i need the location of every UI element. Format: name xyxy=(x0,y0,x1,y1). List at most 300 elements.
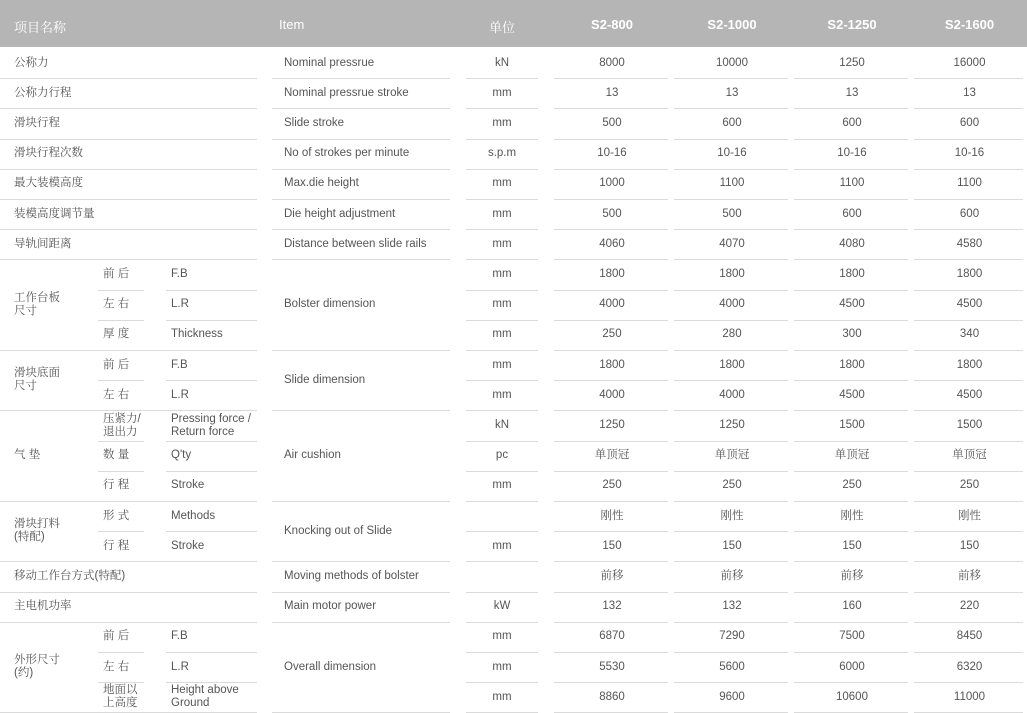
row-divider xyxy=(914,622,1023,623)
row-divider xyxy=(166,471,257,472)
row-divider xyxy=(794,350,908,351)
spec-group-sub-value: 1800 xyxy=(719,268,745,280)
spec-group-sub-en: F.B xyxy=(171,268,188,280)
row-divider xyxy=(272,592,450,593)
spec-row-unit: mm xyxy=(492,207,512,220)
row-divider xyxy=(272,410,450,411)
row-divider xyxy=(272,78,450,79)
spec-group-sub-value: 单顶冠 xyxy=(834,449,870,462)
row-divider xyxy=(554,229,668,230)
row-divider xyxy=(554,78,668,79)
row-divider xyxy=(914,320,1023,321)
spec-group-overall-sub-value: 7500 xyxy=(839,630,865,643)
spec-group-overall-sub-cn: 地面以 上高度 xyxy=(103,684,138,710)
row-divider xyxy=(554,320,668,321)
spec-row-value: 600 xyxy=(842,207,862,220)
row-divider xyxy=(0,229,257,230)
row-divider xyxy=(914,199,1023,200)
spec-group-overall-sub-value: 5530 xyxy=(599,660,625,673)
header-name-cn: 项目名称 xyxy=(14,20,67,35)
spec-row-value: 13 xyxy=(845,86,859,99)
spec-group-sub-value: 280 xyxy=(722,328,742,341)
spec-group-sub-value: 刚性 xyxy=(600,509,624,522)
spec-row-value: 600 xyxy=(842,117,862,129)
row-divider xyxy=(98,320,144,321)
row-divider xyxy=(674,169,788,170)
spec-row-label-cn: 最大装模高度 xyxy=(14,177,83,190)
spec-row-value: 前移 xyxy=(720,570,744,582)
row-divider xyxy=(674,410,788,411)
spec-group-overall-sub-value: 5600 xyxy=(719,660,745,673)
spec-group-sub-value: 单顶冠 xyxy=(714,449,750,462)
spec-group-overall-sub-en: F.B xyxy=(171,630,188,643)
spec-group-sub-unit: mm xyxy=(492,328,512,341)
row-divider xyxy=(674,320,788,321)
spec-row-label-en: No of strokes per minute xyxy=(284,147,410,160)
row-divider xyxy=(914,501,1023,502)
row-divider xyxy=(674,501,788,502)
row-divider xyxy=(0,108,257,109)
spec-group-sub-value: 1800 xyxy=(839,358,865,371)
spec-group-sub-cn: 压紧力/ 退出力 xyxy=(103,412,141,438)
row-divider xyxy=(914,259,1023,260)
spec-group-sub-value: 4000 xyxy=(599,298,625,311)
row-divider xyxy=(914,229,1023,230)
row-divider xyxy=(272,622,450,623)
spec-row-value: 4580 xyxy=(956,237,983,250)
row-divider xyxy=(794,561,908,562)
spec-group-sub-unit: kN xyxy=(494,419,510,431)
row-divider xyxy=(554,410,668,411)
spec-row-value: 前移 xyxy=(840,570,864,582)
row-divider xyxy=(794,320,908,321)
spec-group-sub-cn: 左 右 xyxy=(103,298,130,311)
row-divider xyxy=(272,139,450,140)
row-divider xyxy=(674,682,788,683)
spec-group-label-cn: 气 垫 xyxy=(14,449,41,462)
spec-group-sub-value: 300 xyxy=(842,328,862,341)
spec-group-sub-en: Stroke xyxy=(171,479,205,492)
spec-group-sub-value: 4000 xyxy=(719,298,745,311)
row-divider xyxy=(98,380,144,381)
row-divider xyxy=(794,199,908,200)
row-divider xyxy=(674,290,788,291)
row-divider xyxy=(0,501,257,502)
header-model-4: S2-1600 xyxy=(944,17,995,32)
row-divider xyxy=(914,471,1023,472)
header-model-1: S2-800 xyxy=(591,17,633,32)
row-divider xyxy=(914,290,1023,291)
row-divider xyxy=(272,350,450,351)
row-divider xyxy=(466,139,538,140)
row-divider xyxy=(0,410,257,411)
spec-group-sub-unit: mm xyxy=(492,358,512,371)
spec-row-value: 16000 xyxy=(953,56,986,69)
spec-group-sub-value: 4500 xyxy=(956,298,983,311)
spec-row-value: 10-16 xyxy=(837,147,867,160)
spec-group-label-cn: 工作台板 尺寸 xyxy=(14,291,60,317)
row-divider xyxy=(0,622,257,623)
row-divider xyxy=(794,652,908,653)
spec-row-unit: s.p.m xyxy=(487,147,517,160)
spec-group-sub-value: 1500 xyxy=(839,419,865,431)
row-divider xyxy=(554,682,668,683)
spec-group-sub-value: 1800 xyxy=(956,358,983,371)
spec-group-sub-value: 250 xyxy=(842,479,862,492)
row-divider xyxy=(554,108,668,109)
spec-group-sub-value: 1250 xyxy=(719,419,745,431)
spec-group-overall-sub-value: 11000 xyxy=(953,690,986,703)
spec-group-sub-en: Stroke xyxy=(171,539,205,552)
spec-row-value: 600 xyxy=(959,207,980,220)
row-divider xyxy=(466,229,538,230)
spec-group-sub-cn: 前 后 xyxy=(103,268,130,280)
row-divider xyxy=(914,78,1023,79)
spec-group-sub-cn: 行 程 xyxy=(103,479,130,492)
row-divider xyxy=(554,259,668,260)
spec-group-sub-en: Pressing force / Return force xyxy=(171,412,251,438)
row-divider xyxy=(794,471,908,472)
row-divider xyxy=(554,531,668,532)
row-divider xyxy=(554,290,668,291)
row-divider xyxy=(98,290,144,291)
spec-row-value: 500 xyxy=(602,207,622,220)
spec-row-value: 4080 xyxy=(839,237,865,250)
spec-group-sub-value: 150 xyxy=(722,539,742,552)
spec-row-unit: mm xyxy=(492,117,512,129)
row-divider xyxy=(0,169,257,170)
row-divider xyxy=(466,561,538,562)
row-divider xyxy=(466,592,538,593)
spec-group-sub-value: 1800 xyxy=(719,358,745,371)
spec-group-overall-sub-value: 7290 xyxy=(719,630,745,643)
spec-group-overall-sub-value: 8450 xyxy=(956,630,983,643)
row-divider xyxy=(466,410,538,411)
spec-group-sub-value: 刚性 xyxy=(840,509,864,522)
spec-row-unit: mm xyxy=(492,237,512,250)
spec-group-overall-label-en: Overall dimension xyxy=(284,660,377,673)
spec-group-sub-value: 250 xyxy=(602,479,622,492)
row-divider xyxy=(794,169,908,170)
row-divider xyxy=(166,531,257,532)
spec-group-overall-sub-value: 9600 xyxy=(719,690,745,703)
spec-row-value: 10000 xyxy=(716,56,748,69)
row-divider xyxy=(98,652,144,653)
spec-group-label-cn: 滑块打料 (特配) xyxy=(14,518,60,544)
row-divider xyxy=(98,441,144,442)
spec-group-sub-value: 4500 xyxy=(956,388,983,401)
row-divider xyxy=(166,682,257,683)
spec-group-sub-cn: 左 右 xyxy=(103,388,130,401)
spec-row-label-en: Slide stroke xyxy=(284,117,345,129)
header-model-3: S2-1250 xyxy=(827,17,877,32)
spec-row-value: 132 xyxy=(602,600,622,613)
spec-group-overall-sub-cn: 左 右 xyxy=(103,660,130,673)
row-divider xyxy=(466,380,538,381)
spec-group-label-en: Bolster dimension xyxy=(284,298,376,311)
row-divider xyxy=(674,441,788,442)
row-divider xyxy=(674,259,788,260)
row-divider xyxy=(554,380,668,381)
spec-group-sub-en: Q'ty xyxy=(171,449,192,462)
row-divider xyxy=(272,199,450,200)
row-divider xyxy=(794,410,908,411)
row-divider xyxy=(674,622,788,623)
spec-group-sub-value: 4500 xyxy=(839,388,865,401)
row-divider xyxy=(794,501,908,502)
spec-row-value: 1100 xyxy=(719,177,745,190)
row-divider xyxy=(794,441,908,442)
row-divider xyxy=(466,199,538,200)
spec-row-label-en: Main motor power xyxy=(284,600,377,613)
spec-row-value: 4060 xyxy=(599,237,625,250)
spec-row-value: 10-16 xyxy=(717,147,747,160)
row-divider xyxy=(794,259,908,260)
spec-group-sub-en: Methods xyxy=(171,509,216,522)
spec-row-value: 13 xyxy=(963,86,976,99)
spec-row-unit: kW xyxy=(493,600,511,613)
spec-group-sub-en: L.R xyxy=(171,298,189,311)
spec-group-overall-sub-value: 10600 xyxy=(836,690,868,703)
row-divider xyxy=(166,290,257,291)
spec-group-overall-sub-value: 6870 xyxy=(599,630,625,643)
spec-row-label-cn: 公称力行程 xyxy=(14,86,72,99)
spec-group-sub-value: 1800 xyxy=(839,268,865,280)
row-divider xyxy=(794,139,908,140)
row-divider xyxy=(794,380,908,381)
spec-row-unit: kN xyxy=(494,56,510,69)
spec-group-sub-en: Thickness xyxy=(171,328,223,341)
row-divider xyxy=(914,410,1023,411)
row-divider xyxy=(466,350,538,351)
header-model-2: S2-1000 xyxy=(707,17,757,32)
spec-row-label-cn: 滑块行程次数 xyxy=(14,147,83,160)
row-divider xyxy=(466,622,538,623)
spec-group-overall-sub-value: 8860 xyxy=(599,690,625,703)
spec-group-sub-value: 250 xyxy=(722,479,742,492)
row-divider xyxy=(554,441,668,442)
row-divider xyxy=(674,229,788,230)
spec-row-label-cn: 导轨间距离 xyxy=(14,237,72,250)
spec-row-value: 1250 xyxy=(839,56,865,69)
row-divider xyxy=(0,350,257,351)
row-divider xyxy=(914,531,1023,532)
spec-row-label-en: Die height adjustment xyxy=(284,207,396,220)
spec-group-sub-en: L.R xyxy=(171,388,189,401)
spec-group-sub-value: 4500 xyxy=(839,298,865,311)
row-divider xyxy=(674,471,788,472)
row-divider xyxy=(0,259,257,260)
spec-row-value: 前移 xyxy=(600,570,624,582)
spec-group-sub-unit: mm xyxy=(492,539,512,552)
row-divider xyxy=(98,531,144,532)
spec-group-sub-unit: pc xyxy=(495,449,509,462)
spec-group-sub-value: 1800 xyxy=(956,268,983,280)
spec-group-sub-value: 150 xyxy=(959,539,980,552)
row-divider xyxy=(914,380,1023,381)
row-divider xyxy=(466,652,538,653)
spec-row-value: 10-16 xyxy=(597,147,627,160)
spec-group-label-en: Knocking out of Slide xyxy=(284,524,393,537)
row-divider xyxy=(166,652,257,653)
row-divider xyxy=(674,652,788,653)
spec-row-value: 132 xyxy=(722,600,742,613)
row-divider xyxy=(166,441,257,442)
row-divider xyxy=(674,139,788,140)
spec-row-label-en: Max.die height xyxy=(284,177,359,190)
row-divider xyxy=(166,380,257,381)
spec-group-sub-cn: 前 后 xyxy=(103,358,130,371)
row-divider xyxy=(272,561,450,562)
spec-group-sub-value: 1800 xyxy=(599,358,625,371)
spec-row-value: 160 xyxy=(842,600,862,613)
spec-group-sub-value: 250 xyxy=(602,328,622,341)
row-divider xyxy=(794,229,908,230)
spec-row-value: 600 xyxy=(959,117,980,129)
row-divider xyxy=(466,169,538,170)
spec-group-label-en: Slide dimension xyxy=(284,373,366,386)
spec-row-value: 220 xyxy=(959,600,980,613)
row-divider xyxy=(98,471,144,472)
row-divider xyxy=(272,169,450,170)
row-divider xyxy=(914,592,1023,593)
spec-group-sub-cn: 形 式 xyxy=(103,509,130,522)
row-divider xyxy=(466,682,538,683)
row-divider xyxy=(0,139,257,140)
row-divider xyxy=(466,531,538,532)
row-divider xyxy=(466,108,538,109)
row-divider xyxy=(674,531,788,532)
row-divider xyxy=(914,682,1023,683)
row-divider xyxy=(466,501,538,502)
spec-group-sub-value: 150 xyxy=(602,539,622,552)
row-divider xyxy=(466,290,538,291)
spec-group-sub-unit: mm xyxy=(492,388,512,401)
row-divider xyxy=(272,108,450,109)
spec-group-overall-sub-en: L.R xyxy=(171,660,189,673)
spec-group-sub-cn: 行 程 xyxy=(103,539,130,552)
row-divider xyxy=(914,108,1023,109)
row-divider xyxy=(0,199,257,200)
row-divider xyxy=(554,652,668,653)
row-divider xyxy=(554,350,668,351)
spec-group-overall-sub-value: 6320 xyxy=(956,660,983,673)
spec-row-value: 1100 xyxy=(839,177,865,190)
spec-row-value: 500 xyxy=(722,207,742,220)
spec-group-sub-unit: mm xyxy=(492,298,512,311)
spec-row-value: 1000 xyxy=(599,177,625,190)
spec-group-sub-unit: mm xyxy=(492,268,512,280)
spec-row-label-cn: 公称力 xyxy=(14,56,49,69)
row-divider xyxy=(554,592,668,593)
row-divider xyxy=(554,471,668,472)
spec-group-label-en: Air cushion xyxy=(284,449,341,462)
spec-group-sub-value: 刚性 xyxy=(720,509,744,522)
spec-group-sub-value: 4000 xyxy=(719,388,745,401)
spec-group-overall-sub-unit: mm xyxy=(492,690,512,703)
row-divider xyxy=(914,441,1023,442)
row-divider xyxy=(674,561,788,562)
row-divider xyxy=(554,501,668,502)
spec-row-value: 10-16 xyxy=(954,147,985,160)
row-divider xyxy=(0,592,257,593)
spec-row-value: 13 xyxy=(605,86,619,99)
spec-group-sub-value: 1250 xyxy=(599,419,625,431)
spec-row-label-cn: 滑块行程 xyxy=(14,117,60,129)
row-divider xyxy=(674,592,788,593)
spec-row-label-cn: 移动工作台方式(特配) xyxy=(14,570,126,582)
row-divider xyxy=(466,78,538,79)
spec-row-label-cn: 装模高度调节量 xyxy=(14,207,95,220)
row-divider xyxy=(794,592,908,593)
spec-group-overall-sub-unit: mm xyxy=(492,630,512,643)
row-divider xyxy=(794,682,908,683)
row-divider xyxy=(674,108,788,109)
row-divider xyxy=(0,78,257,79)
row-divider xyxy=(674,78,788,79)
spec-group-label-cn: 滑块底面 尺寸 xyxy=(14,367,60,393)
spec-group-overall-sub-unit: mm xyxy=(492,660,512,673)
row-divider xyxy=(794,622,908,623)
spec-row-value: 8000 xyxy=(599,56,625,69)
spec-group-overall-sub-value: 6000 xyxy=(839,660,865,673)
spec-group-sub-value: 1500 xyxy=(956,419,983,431)
header-item: Item xyxy=(279,17,305,32)
row-divider xyxy=(466,471,538,472)
row-divider xyxy=(166,320,257,321)
spec-row-label-en: Nominal pressrue xyxy=(284,56,375,69)
row-divider xyxy=(466,320,538,321)
spec-group-sub-value: 单顶冠 xyxy=(952,449,987,462)
row-divider xyxy=(554,622,668,623)
spec-group-sub-en: F.B xyxy=(171,358,188,371)
spec-row-value: 前移 xyxy=(958,570,981,582)
row-divider xyxy=(466,441,538,442)
spec-row-label-en: Distance between slide rails xyxy=(284,237,427,250)
spec-row-value: 500 xyxy=(602,117,622,129)
spec-row-value: 600 xyxy=(722,117,742,129)
row-divider xyxy=(914,350,1023,351)
spec-group-overall-sub-en: Height above Ground xyxy=(171,684,239,710)
spec-row-value: 1100 xyxy=(957,177,982,190)
spec-group-sub-value: 150 xyxy=(842,539,862,552)
spec-group-sub-value: 340 xyxy=(959,328,980,341)
spec-group-sub-value: 单顶冠 xyxy=(594,449,630,462)
row-divider xyxy=(794,108,908,109)
spec-row-unit: mm xyxy=(492,177,512,190)
row-divider xyxy=(554,139,668,140)
spec-group-sub-cn: 数 量 xyxy=(103,449,130,462)
row-divider xyxy=(914,169,1023,170)
spec-row-value: 13 xyxy=(725,86,739,99)
header-unit: 单位 xyxy=(488,20,515,35)
row-divider xyxy=(914,561,1023,562)
row-divider xyxy=(272,501,450,502)
spec-row-label-en: Nominal pressrue stroke xyxy=(284,86,409,99)
spec-group-sub-cn: 厚 度 xyxy=(103,328,130,341)
row-divider xyxy=(272,259,450,260)
spec-group-sub-value: 1800 xyxy=(599,268,625,280)
row-divider xyxy=(0,561,257,562)
spec-group-sub-unit: mm xyxy=(492,479,512,492)
row-divider xyxy=(466,259,538,260)
row-divider xyxy=(674,199,788,200)
row-divider xyxy=(794,531,908,532)
spec-row-label-cn: 主电机功率 xyxy=(14,600,72,613)
spec-group-overall-label-cn: 外形尺寸 (约) xyxy=(14,654,60,680)
row-divider xyxy=(794,290,908,291)
spec-row-unit: mm xyxy=(492,86,512,99)
